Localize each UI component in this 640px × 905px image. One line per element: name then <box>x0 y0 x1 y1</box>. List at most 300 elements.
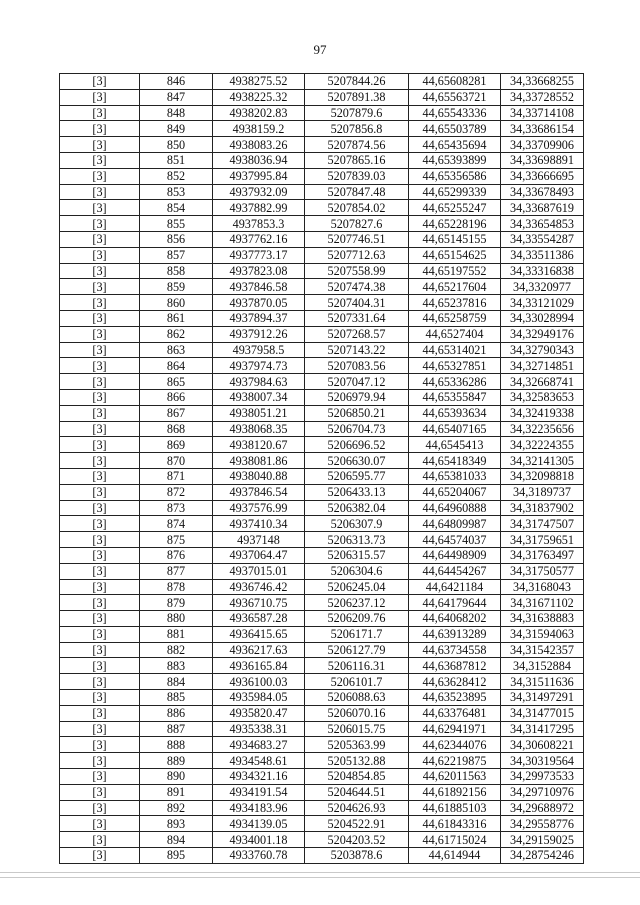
latitude-cell: 44,61715024 <box>409 832 501 848</box>
x-coordinate-cell: 4938159.2 <box>213 121 305 137</box>
longitude-cell: 34,32235656 <box>501 421 584 437</box>
table-row <box>60 721 584 737</box>
longitude-cell: 34,33698891 <box>501 152 584 168</box>
ref-cell: [3] <box>60 358 140 374</box>
table-row <box>60 816 584 832</box>
latitude-cell: 44,65381033 <box>409 468 501 484</box>
ref-cell: [3] <box>60 137 140 153</box>
longitude-cell: 34,30319564 <box>501 753 584 769</box>
y-coordinate-cell: 5207268.57 <box>305 326 409 342</box>
x-coordinate-cell: 4937823.08 <box>213 263 305 279</box>
table-row <box>60 532 584 548</box>
longitude-cell: 34,32141305 <box>501 453 584 469</box>
latitude-cell: 44,64179644 <box>409 595 501 611</box>
point-number-cell: 853 <box>140 184 213 200</box>
x-coordinate-cell: 4937773.17 <box>213 247 305 263</box>
latitude-cell: 44,6421184 <box>409 579 501 595</box>
table-row <box>60 690 584 706</box>
longitude-cell: 34,33028994 <box>501 310 584 326</box>
point-number-cell: 862 <box>140 326 213 342</box>
table-row <box>60 421 584 437</box>
x-coordinate-cell: 4937148 <box>213 532 305 548</box>
x-coordinate-cell: 4938202.83 <box>213 105 305 121</box>
ref-cell: [3] <box>60 279 140 295</box>
longitude-cell: 34,33686154 <box>501 121 584 137</box>
longitude-cell: 34,29973533 <box>501 769 584 785</box>
point-number-cell: 854 <box>140 200 213 216</box>
ref-cell: [3] <box>60 74 140 90</box>
point-number-cell: 882 <box>140 642 213 658</box>
point-number-cell: 858 <box>140 263 213 279</box>
latitude-cell: 44,64454267 <box>409 563 501 579</box>
x-coordinate-cell: 4936100.03 <box>213 674 305 690</box>
ref-cell: [3] <box>60 453 140 469</box>
ref-cell: [3] <box>60 105 140 121</box>
ref-cell: [3] <box>60 690 140 706</box>
longitude-cell: 34,32583653 <box>501 389 584 405</box>
ref-cell: [3] <box>60 769 140 785</box>
latitude-cell: 44,63376481 <box>409 705 501 721</box>
x-coordinate-cell: 4937974.73 <box>213 358 305 374</box>
x-coordinate-cell: 4937015.01 <box>213 563 305 579</box>
x-coordinate-cell: 4937894.37 <box>213 310 305 326</box>
ref-cell: [3] <box>60 152 140 168</box>
point-number-cell: 876 <box>140 547 213 563</box>
latitude-cell: 44,62941971 <box>409 721 501 737</box>
longitude-cell: 34,33714108 <box>501 105 584 121</box>
y-coordinate-cell: 5207844.26 <box>305 74 409 90</box>
longitude-cell: 34,33511386 <box>501 247 584 263</box>
longitude-cell: 34,3152884 <box>501 658 584 674</box>
longitude-cell: 34,29558776 <box>501 816 584 832</box>
point-number-cell: 866 <box>140 389 213 405</box>
table-row <box>60 832 584 848</box>
y-coordinate-cell: 5206595.77 <box>305 468 409 484</box>
table-row <box>60 263 584 279</box>
x-coordinate-cell: 4933760.78 <box>213 848 305 864</box>
x-coordinate-cell: 4937932.09 <box>213 184 305 200</box>
y-coordinate-cell: 5204203.52 <box>305 832 409 848</box>
latitude-cell: 44,65314021 <box>409 342 501 358</box>
point-number-cell: 860 <box>140 295 213 311</box>
latitude-cell: 44,63628412 <box>409 674 501 690</box>
x-coordinate-cell: 4935820.47 <box>213 705 305 721</box>
table-row <box>60 279 584 295</box>
table-row <box>60 405 584 421</box>
table-row <box>60 848 584 864</box>
y-coordinate-cell: 5207854.02 <box>305 200 409 216</box>
table-row <box>60 516 584 532</box>
point-number-cell: 894 <box>140 832 213 848</box>
ref-cell: [3] <box>60 437 140 453</box>
ref-cell: [3] <box>60 832 140 848</box>
y-coordinate-cell: 5206070.16 <box>305 705 409 721</box>
page-edge-rule <box>0 872 640 873</box>
longitude-cell: 34,32098818 <box>501 468 584 484</box>
ref-cell: [3] <box>60 848 140 864</box>
longitude-cell: 34,3320977 <box>501 279 584 295</box>
longitude-cell: 34,33709906 <box>501 137 584 153</box>
table-row <box>60 231 584 247</box>
longitude-cell: 34,29688972 <box>501 800 584 816</box>
y-coordinate-cell: 5207865.16 <box>305 152 409 168</box>
table-row <box>60 784 584 800</box>
latitude-cell: 44,64809987 <box>409 516 501 532</box>
point-number-cell: 890 <box>140 769 213 785</box>
ref-cell: [3] <box>60 89 140 105</box>
y-coordinate-cell: 5206116.31 <box>305 658 409 674</box>
x-coordinate-cell: 4938007.34 <box>213 389 305 405</box>
table-row <box>60 611 584 627</box>
latitude-cell: 44,65197552 <box>409 263 501 279</box>
x-coordinate-cell: 4937846.58 <box>213 279 305 295</box>
point-number-cell: 857 <box>140 247 213 263</box>
longitude-cell: 34,33654853 <box>501 216 584 232</box>
ref-cell: [3] <box>60 737 140 753</box>
point-number-cell: 873 <box>140 500 213 516</box>
longitude-cell: 34,30608221 <box>501 737 584 753</box>
longitude-cell: 34,33666695 <box>501 168 584 184</box>
table-row <box>60 642 584 658</box>
point-number-cell: 889 <box>140 753 213 769</box>
table-row <box>60 453 584 469</box>
y-coordinate-cell: 5206313.73 <box>305 532 409 548</box>
latitude-cell: 44,62219875 <box>409 753 501 769</box>
y-coordinate-cell: 5207558.99 <box>305 263 409 279</box>
longitude-cell: 34,33728552 <box>501 89 584 105</box>
table-row <box>60 800 584 816</box>
latitude-cell: 44,64498909 <box>409 547 501 563</box>
y-coordinate-cell: 5205132.88 <box>305 753 409 769</box>
x-coordinate-cell: 4937870.05 <box>213 295 305 311</box>
ref-cell: [3] <box>60 231 140 247</box>
latitude-cell: 44,64068202 <box>409 611 501 627</box>
x-coordinate-cell: 4937064.47 <box>213 547 305 563</box>
x-coordinate-cell: 4935984.05 <box>213 690 305 706</box>
longitude-cell: 34,33316838 <box>501 263 584 279</box>
point-number-cell: 875 <box>140 532 213 548</box>
point-number-cell: 880 <box>140 611 213 627</box>
latitude-cell: 44,614944 <box>409 848 501 864</box>
longitude-cell: 34,3168043 <box>501 579 584 595</box>
latitude-cell: 44,65204067 <box>409 484 501 500</box>
x-coordinate-cell: 4936165.84 <box>213 658 305 674</box>
x-coordinate-cell: 4938036.94 <box>213 152 305 168</box>
latitude-cell: 44,62344076 <box>409 737 501 753</box>
x-coordinate-cell: 4937958.5 <box>213 342 305 358</box>
y-coordinate-cell: 5205363.99 <box>305 737 409 753</box>
table-row <box>60 326 584 342</box>
longitude-cell: 34,33678493 <box>501 184 584 200</box>
table-row <box>60 152 584 168</box>
longitude-cell: 34,33554287 <box>501 231 584 247</box>
longitude-cell: 34,31511636 <box>501 674 584 690</box>
table-row <box>60 737 584 753</box>
x-coordinate-cell: 4937576.99 <box>213 500 305 516</box>
table-row <box>60 310 584 326</box>
y-coordinate-cell: 5206979.94 <box>305 389 409 405</box>
table-row <box>60 389 584 405</box>
table-row <box>60 595 584 611</box>
y-coordinate-cell: 5207746.51 <box>305 231 409 247</box>
table-row <box>60 184 584 200</box>
latitude-cell: 44,65258759 <box>409 310 501 326</box>
table-row <box>60 437 584 453</box>
table-row <box>60 105 584 121</box>
y-coordinate-cell: 5206696.52 <box>305 437 409 453</box>
ref-cell: [3] <box>60 263 140 279</box>
x-coordinate-cell: 4937984.63 <box>213 374 305 390</box>
y-coordinate-cell: 5207404.31 <box>305 295 409 311</box>
x-coordinate-cell: 4936415.65 <box>213 626 305 642</box>
ref-cell: [3] <box>60 816 140 832</box>
latitude-cell: 44,65503789 <box>409 121 501 137</box>
x-coordinate-cell: 4938120.67 <box>213 437 305 453</box>
x-coordinate-cell: 4935338.31 <box>213 721 305 737</box>
y-coordinate-cell: 5206237.12 <box>305 595 409 611</box>
x-coordinate-cell: 4936710.75 <box>213 595 305 611</box>
ref-cell: [3] <box>60 595 140 611</box>
ref-cell: [3] <box>60 705 140 721</box>
longitude-cell: 34,32668741 <box>501 374 584 390</box>
point-number-cell: 863 <box>140 342 213 358</box>
table-row <box>60 121 584 137</box>
page-number: 97 <box>313 42 327 57</box>
y-coordinate-cell: 5206382.04 <box>305 500 409 516</box>
ref-cell: [3] <box>60 468 140 484</box>
y-coordinate-cell: 5206209.76 <box>305 611 409 627</box>
point-number-cell: 852 <box>140 168 213 184</box>
longitude-cell: 34,3189737 <box>501 484 584 500</box>
x-coordinate-cell: 4938225.32 <box>213 89 305 105</box>
ref-cell: [3] <box>60 563 140 579</box>
longitude-cell: 34,33687619 <box>501 200 584 216</box>
ref-cell: [3] <box>60 674 140 690</box>
x-coordinate-cell: 4938275.52 <box>213 74 305 90</box>
longitude-cell: 34,32419338 <box>501 405 584 421</box>
longitude-cell: 34,31477015 <box>501 705 584 721</box>
table-row <box>60 769 584 785</box>
latitude-cell: 44,65228196 <box>409 216 501 232</box>
latitude-cell: 44,65563721 <box>409 89 501 105</box>
longitude-cell: 34,31750577 <box>501 563 584 579</box>
ref-cell: [3] <box>60 800 140 816</box>
latitude-cell: 44,65393899 <box>409 152 501 168</box>
ref-cell: [3] <box>60 216 140 232</box>
longitude-cell: 34,31417295 <box>501 721 584 737</box>
point-number-cell: 861 <box>140 310 213 326</box>
table-row <box>60 216 584 232</box>
x-coordinate-cell: 4934001.18 <box>213 832 305 848</box>
x-coordinate-cell: 4937762.16 <box>213 231 305 247</box>
x-coordinate-cell: 4934183.96 <box>213 800 305 816</box>
x-coordinate-cell: 4937995.84 <box>213 168 305 184</box>
latitude-cell: 44,65217604 <box>409 279 501 295</box>
y-coordinate-cell: 5207712.63 <box>305 247 409 263</box>
x-coordinate-cell: 4934191.54 <box>213 784 305 800</box>
x-coordinate-cell: 4938051.21 <box>213 405 305 421</box>
x-coordinate-cell: 4936217.63 <box>213 642 305 658</box>
y-coordinate-cell: 5206171.7 <box>305 626 409 642</box>
table-row <box>60 563 584 579</box>
latitude-cell: 44,6545413 <box>409 437 501 453</box>
y-coordinate-cell: 5204644.51 <box>305 784 409 800</box>
y-coordinate-cell: 5206304.6 <box>305 563 409 579</box>
x-coordinate-cell: 4937410.34 <box>213 516 305 532</box>
latitude-cell: 44,65154625 <box>409 247 501 263</box>
longitude-cell: 34,29159025 <box>501 832 584 848</box>
table-row <box>60 358 584 374</box>
point-number-cell: 872 <box>140 484 213 500</box>
x-coordinate-cell: 4934548.61 <box>213 753 305 769</box>
longitude-cell: 34,31542357 <box>501 642 584 658</box>
ref-cell: [3] <box>60 200 140 216</box>
x-coordinate-cell: 4934321.16 <box>213 769 305 785</box>
ref-cell: [3] <box>60 121 140 137</box>
ref-cell: [3] <box>60 247 140 263</box>
y-coordinate-cell: 5204626.93 <box>305 800 409 816</box>
x-coordinate-cell: 4937853.3 <box>213 216 305 232</box>
latitude-cell: 44,63687812 <box>409 658 501 674</box>
point-number-cell: 871 <box>140 468 213 484</box>
table-row <box>60 626 584 642</box>
page-edge-rule <box>0 877 640 878</box>
point-number-cell: 855 <box>140 216 213 232</box>
y-coordinate-cell: 5206127.79 <box>305 642 409 658</box>
table-row <box>60 547 584 563</box>
latitude-cell: 44,65327851 <box>409 358 501 374</box>
longitude-cell: 34,31638883 <box>501 611 584 627</box>
point-number-cell: 856 <box>140 231 213 247</box>
longitude-cell: 34,29710976 <box>501 784 584 800</box>
point-number-cell: 864 <box>140 358 213 374</box>
point-number-cell: 868 <box>140 421 213 437</box>
table-row <box>60 658 584 674</box>
x-coordinate-cell: 4934139.05 <box>213 816 305 832</box>
point-number-cell: 891 <box>140 784 213 800</box>
point-number-cell: 850 <box>140 137 213 153</box>
point-number-cell: 846 <box>140 74 213 90</box>
point-number-cell: 887 <box>140 721 213 737</box>
y-coordinate-cell: 5207874.56 <box>305 137 409 153</box>
y-coordinate-cell: 5207331.64 <box>305 310 409 326</box>
latitude-cell: 44,65407165 <box>409 421 501 437</box>
longitude-cell: 34,32714851 <box>501 358 584 374</box>
ref-cell: [3] <box>60 658 140 674</box>
latitude-cell: 44,61885103 <box>409 800 501 816</box>
x-coordinate-cell: 4937846.54 <box>213 484 305 500</box>
point-number-cell: 895 <box>140 848 213 864</box>
x-coordinate-cell: 4937912.26 <box>213 326 305 342</box>
point-number-cell: 878 <box>140 579 213 595</box>
point-number-cell: 886 <box>140 705 213 721</box>
ref-cell: [3] <box>60 484 140 500</box>
y-coordinate-cell: 5207839.03 <box>305 168 409 184</box>
latitude-cell: 44,64960888 <box>409 500 501 516</box>
x-coordinate-cell: 4938040.88 <box>213 468 305 484</box>
table-row <box>60 200 584 216</box>
point-number-cell: 892 <box>140 800 213 816</box>
ref-cell: [3] <box>60 421 140 437</box>
latitude-cell: 44,65237816 <box>409 295 501 311</box>
longitude-cell: 34,31671102 <box>501 595 584 611</box>
ref-cell: [3] <box>60 500 140 516</box>
latitude-cell: 44,65336286 <box>409 374 501 390</box>
y-coordinate-cell: 5207847.48 <box>305 184 409 200</box>
ref-cell: [3] <box>60 389 140 405</box>
table-row <box>60 137 584 153</box>
point-number-cell: 879 <box>140 595 213 611</box>
table-row <box>60 500 584 516</box>
x-coordinate-cell: 4934683.27 <box>213 737 305 753</box>
point-number-cell: 867 <box>140 405 213 421</box>
point-number-cell: 888 <box>140 737 213 753</box>
latitude-cell: 44,62011563 <box>409 769 501 785</box>
ref-cell: [3] <box>60 342 140 358</box>
point-number-cell: 884 <box>140 674 213 690</box>
y-coordinate-cell: 5207891.38 <box>305 89 409 105</box>
table-row <box>60 705 584 721</box>
table-row <box>60 168 584 184</box>
y-coordinate-cell: 5206704.73 <box>305 421 409 437</box>
y-coordinate-cell: 5207856.8 <box>305 121 409 137</box>
latitude-cell: 44,65355847 <box>409 389 501 405</box>
table-row <box>60 374 584 390</box>
ref-cell: [3] <box>60 784 140 800</box>
ref-cell: [3] <box>60 168 140 184</box>
longitude-cell: 34,33668255 <box>501 74 584 90</box>
ref-cell: [3] <box>60 611 140 627</box>
y-coordinate-cell: 5206015.75 <box>305 721 409 737</box>
y-coordinate-cell: 5206101.7 <box>305 674 409 690</box>
y-coordinate-cell: 5207827.6 <box>305 216 409 232</box>
table-row <box>60 753 584 769</box>
longitude-cell: 34,31747507 <box>501 516 584 532</box>
y-coordinate-cell: 5204522.91 <box>305 816 409 832</box>
latitude-cell: 44,6527404 <box>409 326 501 342</box>
point-number-cell: 874 <box>140 516 213 532</box>
ref-cell: [3] <box>60 326 140 342</box>
coordinates-table <box>59 73 584 864</box>
y-coordinate-cell: 5206850.21 <box>305 405 409 421</box>
y-coordinate-cell: 5206307.9 <box>305 516 409 532</box>
point-number-cell: 848 <box>140 105 213 121</box>
longitude-cell: 34,32790343 <box>501 342 584 358</box>
y-coordinate-cell: 5206630.07 <box>305 453 409 469</box>
table-row <box>60 247 584 263</box>
table-row <box>60 295 584 311</box>
y-coordinate-cell: 5207474.38 <box>305 279 409 295</box>
ref-cell: [3] <box>60 579 140 595</box>
ref-cell: [3] <box>60 753 140 769</box>
table-row <box>60 674 584 690</box>
latitude-cell: 44,61892156 <box>409 784 501 800</box>
ref-cell: [3] <box>60 374 140 390</box>
y-coordinate-cell: 5207143.22 <box>305 342 409 358</box>
point-number-cell: 883 <box>140 658 213 674</box>
ref-cell: [3] <box>60 295 140 311</box>
x-coordinate-cell: 4937882.99 <box>213 200 305 216</box>
table-row <box>60 342 584 358</box>
y-coordinate-cell: 5207083.56 <box>305 358 409 374</box>
y-coordinate-cell: 5207879.6 <box>305 105 409 121</box>
latitude-cell: 44,63523895 <box>409 690 501 706</box>
longitude-cell: 34,31759651 <box>501 532 584 548</box>
y-coordinate-cell: 5206245.04 <box>305 579 409 595</box>
ref-cell: [3] <box>60 516 140 532</box>
table-row <box>60 74 584 90</box>
longitude-cell: 34,31497291 <box>501 690 584 706</box>
